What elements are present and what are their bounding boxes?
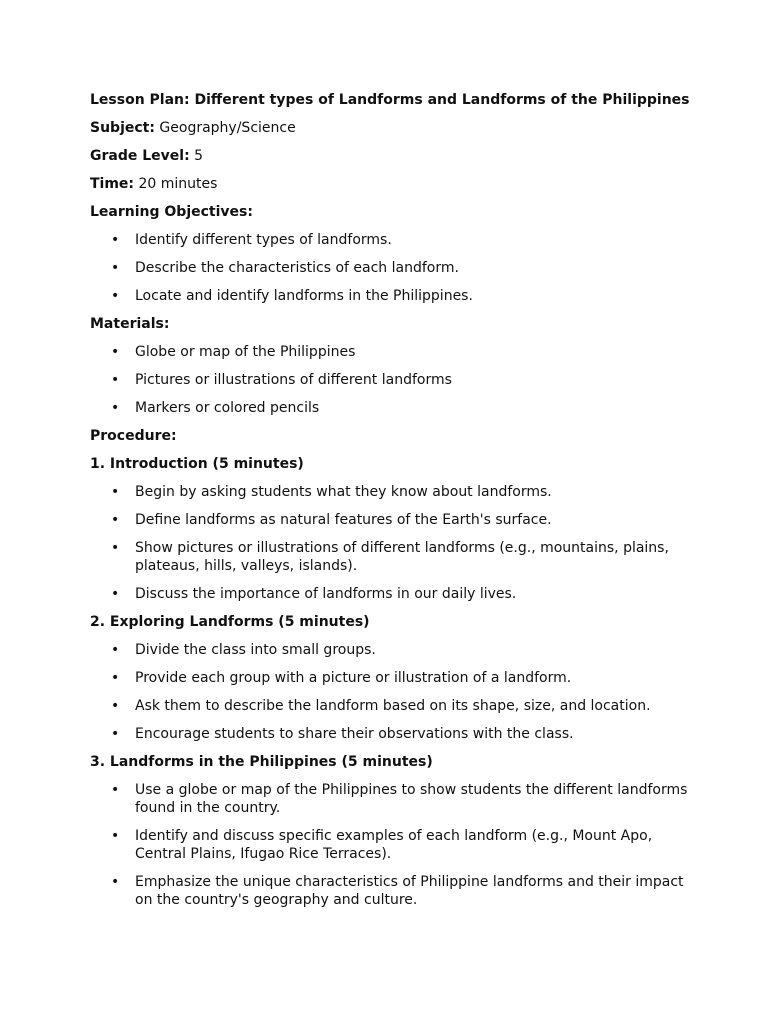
list-item [90,343,690,361]
bullet-icon: • [111,540,120,556]
list-item [90,483,690,501]
list-item-text: Provide each group with a picture or illustration of a landform. [135,670,572,686]
list-item [90,231,690,249]
grade-field [90,147,690,165]
list-item-text: Show pictures or illustrations of different landforms (e.g., mountains, plains, plateaus, hills, valleys, islands). [135,540,669,574]
time-field [90,175,690,193]
grade-value: 5 [194,148,204,164]
bullet-icon: • [111,642,120,658]
philippines-list [90,781,690,909]
list-item-text: Use a globe or map of the Philippines to show students the different landforms found in the country. [135,782,688,816]
section-heading-exploring: 2. Exploring Landforms (5 minutes) [90,614,370,630]
bullet-icon: • [111,344,120,360]
materials-heading: Materials: [90,316,170,332]
bullet-icon: • [111,400,120,416]
bullet-icon: • [111,782,120,798]
grade-label: Grade Level: [90,148,190,164]
section-heading-introduction: 1. Introduction (5 minutes) [90,456,304,472]
bullet-icon: • [111,484,120,500]
document-page [90,91,690,919]
objectives-heading: Learning Objectives: [90,204,253,220]
bullet-icon: • [111,512,120,528]
list-item [90,399,690,417]
list-item-text: Pictures or illustrations of different landforms [135,372,452,388]
exploring-list [90,641,690,743]
list-item [90,725,690,743]
list-item-text: Begin by asking students what they know about landforms. [135,484,552,500]
list-item-text: Globe or map of the Philippines [135,344,356,360]
list-item-text: Divide the class into small groups. [135,642,376,658]
list-item-text: Discuss the importance of landforms in our daily lives. [135,586,517,602]
bullet-icon: • [111,828,120,844]
list-item-text: Encourage students to share their observations with the class. [135,726,574,742]
list-item-text: Markers or colored pencils [135,400,320,416]
list-item [90,873,690,909]
subject-field [90,119,690,137]
list-item [90,539,690,575]
list-item-text: Identify and discuss specific examples of each landform (e.g., Mount Apo, Central Plains, Ifugao Rice Terraces). [135,828,653,862]
introduction-list [90,483,690,603]
list-item [90,585,690,603]
list-item-text: Locate and identify landforms in the Philippines. [135,288,473,304]
list-item [90,371,690,389]
time-value: 20 minutes [138,176,218,192]
list-item [90,697,690,715]
bullet-icon: • [111,372,120,388]
list-item [90,641,690,659]
subject-label: Subject: [90,120,155,136]
list-item [90,669,690,687]
bullet-icon: • [111,698,120,714]
bullet-icon: • [111,670,120,686]
page-title: Lesson Plan: Different types of Landforms and Landforms of the Philippines [90,92,690,108]
list-item-text: Ask them to describe the landform based on its shape, size, and location. [135,698,651,714]
bullet-icon: • [111,726,120,742]
list-item-text: Emphasize the unique characteristics of Philippine landforms and their impact on the country's geography and culture. [135,874,684,908]
list-item-text: Describe the characteristics of each landform. [135,260,459,276]
objectives-list [90,231,690,305]
section-heading-philippines: 3. Landforms in the Philippines (5 minutes) [90,754,433,770]
list-item-text: Define landforms as natural features of the Earth's surface. [135,512,552,528]
list-item [90,511,690,529]
bullet-icon: • [111,874,120,890]
bullet-icon: • [111,232,120,248]
bullet-icon: • [111,586,120,602]
list-item-text: Identify different types of landforms. [135,232,392,248]
procedure-heading: Procedure: [90,428,177,444]
list-item [90,781,690,817]
materials-list [90,343,690,417]
subject-value: Geography/Science [159,120,296,136]
list-item [90,259,690,277]
time-label: Time: [90,176,135,192]
bullet-icon: • [111,260,120,276]
bullet-icon: • [111,288,120,304]
list-item [90,287,690,305]
list-item [90,827,690,863]
